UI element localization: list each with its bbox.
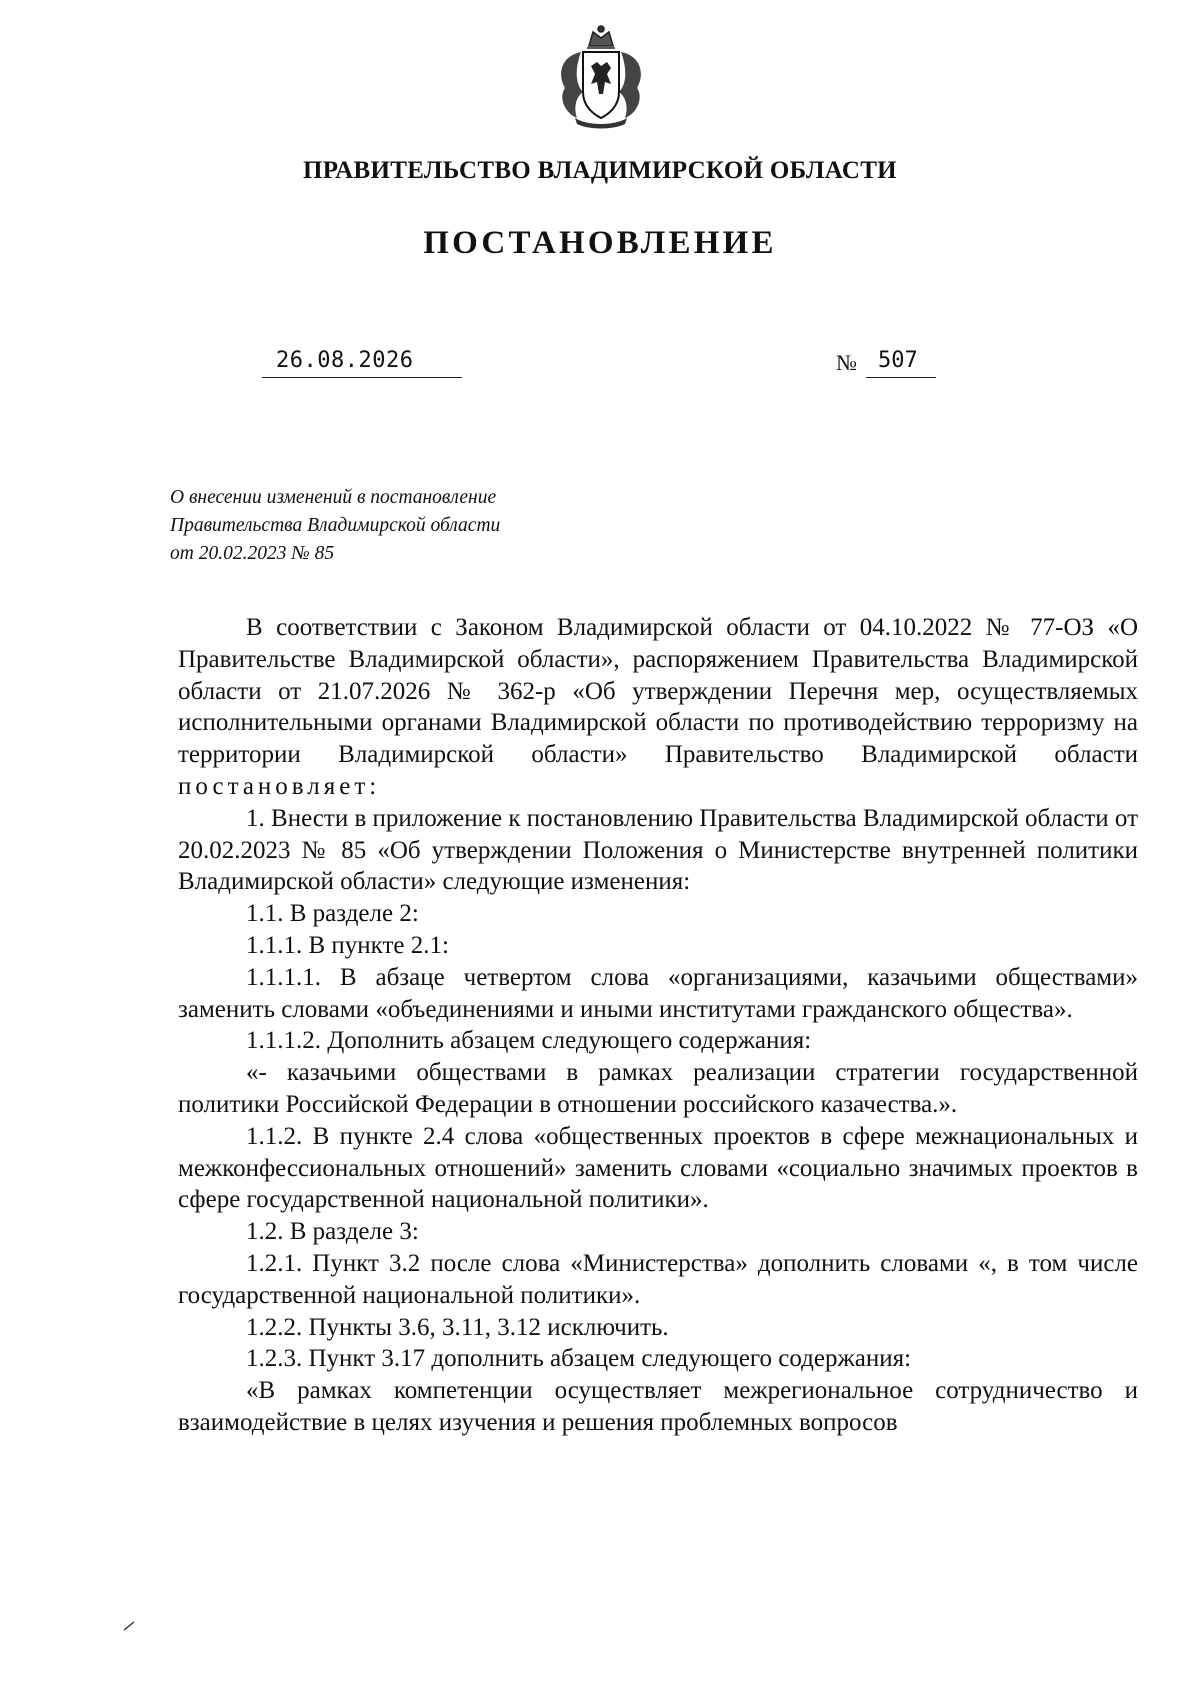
paragraph: 1.2. В разделе 3: [246, 1218, 419, 1246]
subject-line: Правительства Владимирской области [170, 515, 501, 536]
paragraph: «- казачьими обществами в рамках реализации стратегии государственной политики Российской Федерации в отношении российского казачества.». [178, 1059, 1138, 1118]
paragraph: «В рамках компетенции осуществляет межрегиональное сотрудничество и взаимодействие в целях изучения и решения проблемных вопросов [178, 1377, 1138, 1436]
paragraph: 1.1.1.2. Дополнить абзацем следующего содержания: [246, 1027, 812, 1055]
paragraph: 1.1.2. В пункте 2.4 слова «общественных проектов в сфере межнациональных и межконфессиональных отношений» заменить словами «социально значимых проектов в сфере государственной национальной политики». [178, 1122, 1138, 1214]
paragraph: 1.1.1.1. В абзаце четвертом слова «организациями, казачьими обществами» заменить словами «объединениями и иными институтами гражданского общества». [178, 963, 1138, 1023]
decree-keyword: постановляет [178, 772, 370, 800]
coat-of-arms-icon [551, 22, 651, 132]
paragraph: 1.2.1. Пункт 3.2 после слова «Министерства» дополнить словами «, в том числе государственной национальной политики». [178, 1249, 1138, 1309]
government-name: ПРАВИТЕЛЬСТВО ВЛАДИМИРСКОЙ ОБЛАСТИ [303, 157, 897, 184]
paragraph: 1.1. В разделе 2: [246, 900, 419, 928]
paragraph: 1. Внести в приложение к постановлению Правительства Владимирской области от 20.02.2023 № 85 «Об утверждении Положения о Министерстве внутренней политики Владимирской области» следующие изменения: [178, 804, 1138, 896]
document-date: 26.08.2026 [262, 348, 462, 378]
paragraph: 1.1.1. В пункте 2.1: [246, 931, 449, 959]
number-value: 507 [866, 348, 936, 378]
paragraph: 1.2.2. Пункты 3.6, 3.11, 3.12 исключить. [246, 1313, 669, 1341]
subject-line: О внесении изменений в постановление [170, 487, 497, 508]
paragraph: 1.2.3. Пункт 3.17 дополнить абзацем следующего содержания: [246, 1345, 912, 1373]
document-body [178, 612, 1138, 1439]
document-type-title: ПОСТАНОВЛЕНИЕ [423, 225, 777, 261]
subject-line: от 20.02.2023 № 85 [170, 543, 335, 564]
document-number [836, 348, 936, 378]
number-sign: № [836, 350, 857, 375]
document-subject [170, 484, 630, 568]
paragraph: В соответствии с Законом Владимирской области от 04.10.2022 № 77-ОЗ «О Правительстве Владимирской области», распоряжением Правительства Владимирской области от 21.07.2026 № 362-р «Об утверждении Перечня мер, осуществляемых исполнительными органами Владимирской области по противодействию терроризму на территории Владимирской области» Правительство Владимирской области постановляет: [178, 614, 1138, 800]
pen-mark [120, 1610, 144, 1634]
